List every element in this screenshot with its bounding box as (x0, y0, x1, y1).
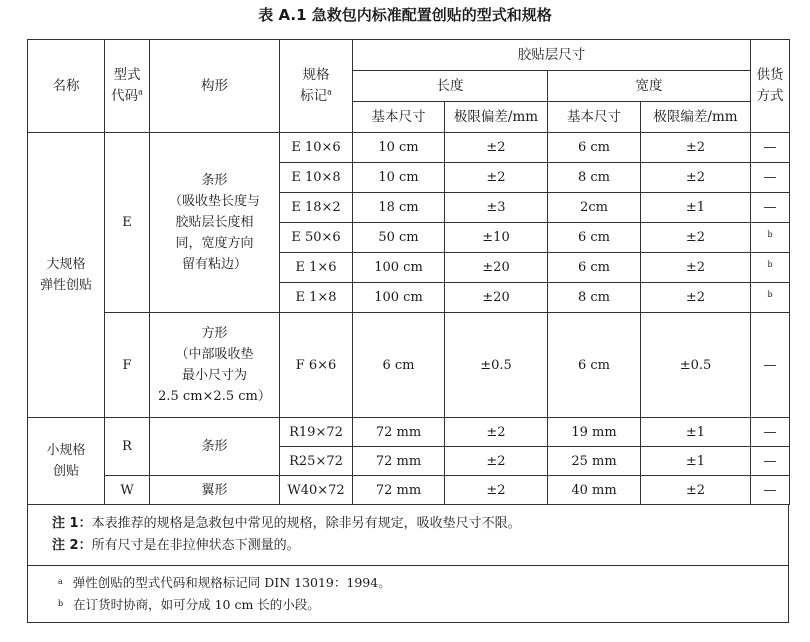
supply-cell: — (751, 193, 790, 223)
header-length: 长度 (353, 71, 548, 102)
table-row (28, 418, 790, 447)
supply-cell: — (751, 133, 790, 163)
width-tolerance-cell: ±2 (641, 283, 751, 313)
supply-cell: — (751, 163, 790, 193)
header-code: 型式 代码$^a$ (105, 40, 150, 133)
supply-cell (751, 253, 790, 283)
supply-cell (751, 223, 790, 253)
spec-cell: E 10×8 (280, 163, 353, 193)
shape-e: 条形 （吸收垫长度与 胶贴层长度相 同，宽度方向 留有粘边） (150, 133, 280, 313)
width-cell: 6 cm (548, 133, 641, 163)
width-tolerance-cell: ±2 (641, 223, 751, 253)
header-adhesive: 胶贴层尺寸 (353, 40, 751, 71)
spec-cell: R19×72 (280, 418, 353, 447)
width-cell: 6 cm (548, 313, 641, 418)
table-row (28, 133, 790, 163)
spec-cell: W40×72 (280, 476, 353, 505)
length-cell: 72 mm (353, 447, 445, 476)
footnotes-block (28, 566, 788, 622)
code-w: W (105, 476, 150, 505)
length-tolerance-cell: ±2 (445, 447, 548, 476)
code-e: E (105, 133, 150, 313)
table-row (28, 313, 790, 418)
footnote-b-mark: b (767, 290, 773, 299)
length-cell: 50 cm (353, 223, 445, 253)
width-tolerance-cell: ±0.5 (641, 313, 751, 418)
length-cell: 6 cm (353, 313, 445, 418)
width-cell: 2cm (548, 193, 641, 223)
supply-cell: — (751, 313, 790, 418)
footnote-b-mark: b (767, 260, 773, 269)
length-tolerance-cell: ±2 (445, 476, 548, 505)
supply-cell: — (751, 476, 790, 505)
width-cell: 40 mm (548, 476, 641, 505)
width-cell: 8 cm (548, 163, 641, 193)
width-tolerance-cell: ±1 (641, 418, 751, 447)
spec-table (27, 39, 790, 505)
code-r: R (105, 418, 150, 476)
length-cell: 72 mm (353, 476, 445, 505)
header-supply: 供货 方式 (751, 40, 790, 133)
length-cell: 10 cm (353, 133, 445, 163)
length-tolerance-cell: ±2 (445, 163, 548, 193)
spec-cell: E 18×2 (280, 193, 353, 223)
width-cell: 6 cm (548, 223, 641, 253)
group-large: 大规格 弹性创贴 (28, 133, 105, 418)
width-tolerance-cell: ±2 (641, 476, 751, 505)
supply-cell (751, 283, 790, 313)
spec-cell: E 1×6 (280, 253, 353, 283)
group-small: 小规格 创贴 (28, 418, 105, 505)
width-cell: 25 mm (548, 447, 641, 476)
spec-table-frame (27, 39, 789, 629)
spec-cell: F 6×6 (280, 313, 353, 418)
length-cell: 100 cm (353, 253, 445, 283)
width-cell: 6 cm (548, 253, 641, 283)
footnote-b-mark: b (767, 230, 773, 239)
width-tolerance-cell: ±2 (641, 163, 751, 193)
header-name: 名称 (28, 40, 105, 133)
length-tolerance-cell: ±10 (445, 223, 548, 253)
width-tolerance-cell: ±1 (641, 193, 751, 223)
supply-cell: — (751, 418, 790, 447)
length-cell: 100 cm (353, 283, 445, 313)
footnote-a: $^a$ 弹性创贴的型式代码和规格标记同 DIN 13019：1994。 (58, 575, 391, 590)
table-row (28, 476, 790, 505)
length-tolerance-cell: ±0.5 (445, 313, 548, 418)
width-tolerance-cell: ±2 (641, 133, 751, 163)
width-cell: 19 mm (548, 418, 641, 447)
length-tolerance-cell: ±20 (445, 283, 548, 313)
length-tolerance-cell: ±20 (445, 253, 548, 283)
notes-area (27, 505, 789, 623)
note-1: 注 1：本表推荐的规格是急救包中常见的规格，除非另有规定，吸收垫尺寸不限。 (52, 516, 521, 531)
length-tolerance-cell: ±2 (445, 133, 548, 163)
width-cell: 8 cm (548, 283, 641, 313)
header-shape: 构形 (150, 40, 280, 133)
length-cell: 18 cm (353, 193, 445, 223)
header-width-basic: 基本尺寸 (548, 102, 641, 133)
length-tolerance-cell: ±2 (445, 418, 548, 447)
spec-cell: E 1×8 (280, 283, 353, 313)
width-tolerance-cell: ±2 (641, 253, 751, 283)
spec-cell: E 50×6 (280, 223, 353, 253)
header-width-tolerance: 极限编差/mm (641, 102, 751, 133)
notes-block (28, 505, 788, 566)
width-tolerance-cell: ±1 (641, 447, 751, 476)
length-cell: 10 cm (353, 163, 445, 193)
length-tolerance-cell: ±3 (445, 193, 548, 223)
note-2: 注 2：所有尺寸是在非拉伸状态下测量的。 (52, 538, 300, 553)
code-f: F (105, 313, 150, 418)
header-spec: 规格 标记$^a$ (280, 40, 353, 133)
spec-cell: E 10×6 (280, 133, 353, 163)
supply-cell: — (751, 447, 790, 476)
shape-r: 条形 (150, 418, 280, 476)
header-length-tolerance: 极限偏差/mm (445, 102, 548, 133)
shape-w: 翼形 (150, 476, 280, 505)
footnote-b: $^b$ 在订货时协商，如可分成 10 cm 长的小段。 (58, 597, 320, 612)
shape-f: 方形 （中部吸收垫 最小尺寸为 2.5 cm×2.5 cm） (150, 313, 280, 418)
header-width: 宽度 (548, 71, 751, 102)
table-title: 表 A.1 急救包内标准配置创贴的型式和规格 (258, 6, 552, 24)
length-cell: 72 mm (353, 418, 445, 447)
spec-cell: R25×72 (280, 447, 353, 476)
header-length-basic: 基本尺寸 (353, 102, 445, 133)
